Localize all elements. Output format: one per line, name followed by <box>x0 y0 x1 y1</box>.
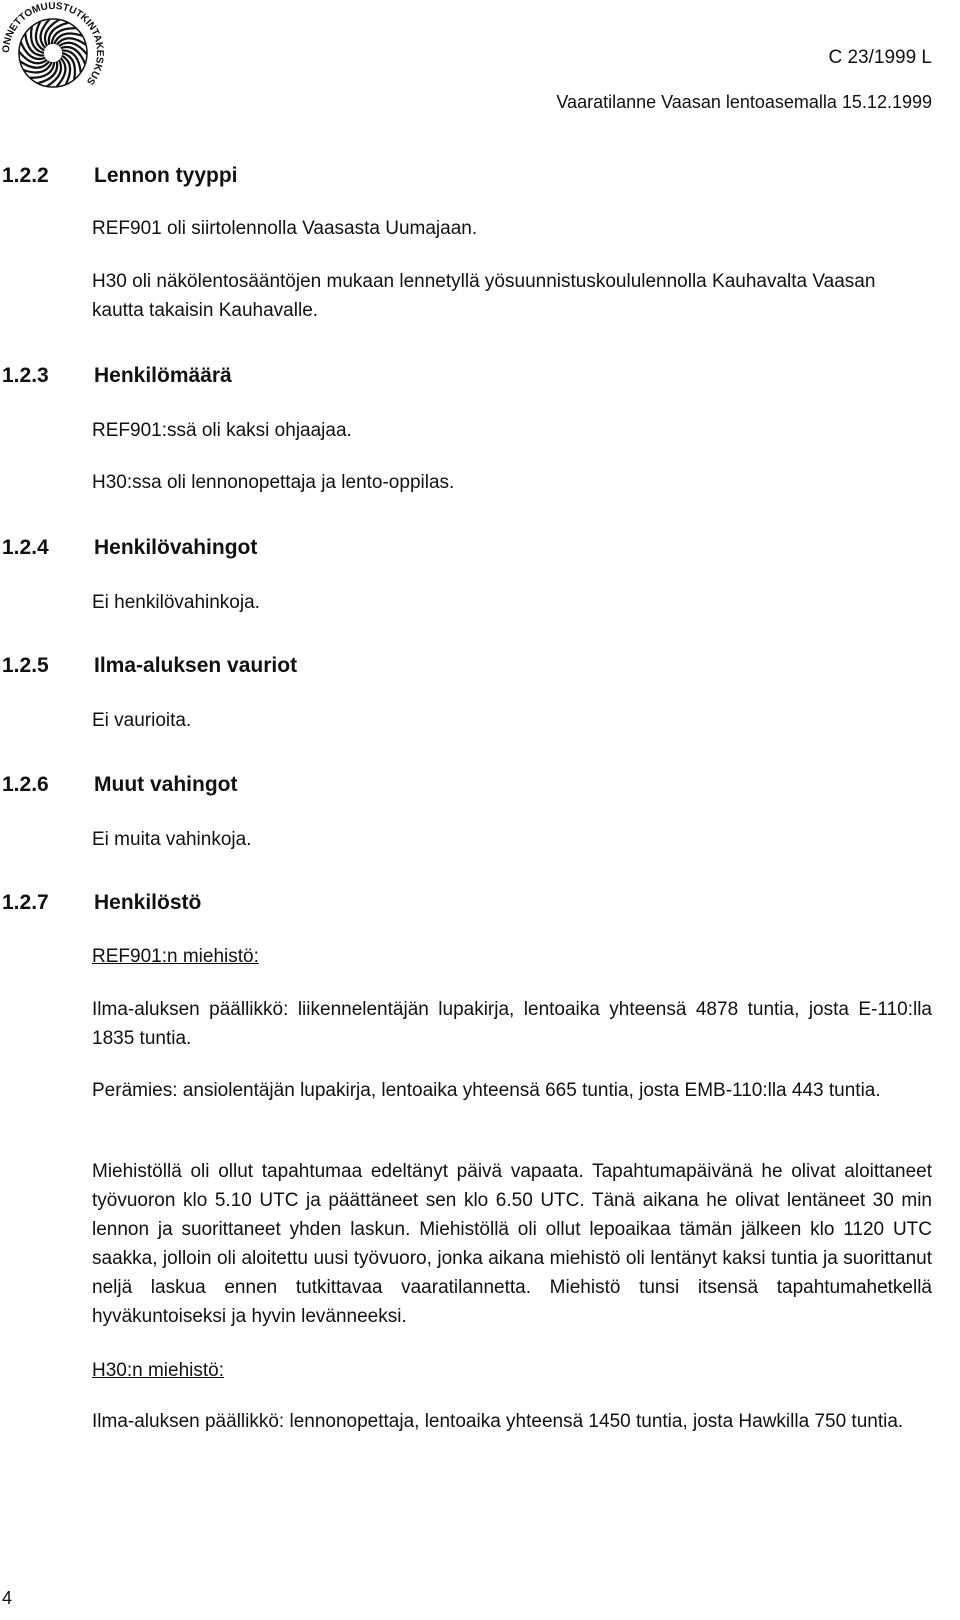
section-title: Henkilöstö <box>94 891 202 914</box>
seal-text: ONNETTOMUUSTUTKINTAKESKUS <box>0 0 106 87</box>
section-number: 1.2.4 <box>2 536 49 559</box>
section-heading-1-2-3 <box>0 363 232 389</box>
section-number: 1.2.5 <box>2 654 49 677</box>
paragraph: REF901:ssä oli kaksi ohjaajaa. <box>92 420 352 441</box>
section-number: 1.2.3 <box>2 364 49 387</box>
section-heading-1-2-4 <box>0 535 257 561</box>
section-number: 1.2.6 <box>2 773 49 796</box>
section-heading-1-2-6 <box>0 772 237 798</box>
paragraph: Perämies: ansiolentäjän lupakirja, lentoaika yhteensä 665 tuntia, josta EMB-110:lla 443 tuntia. <box>92 1080 881 1101</box>
section-number: 1.2.7 <box>2 891 49 914</box>
section-title: Ilma-aluksen vauriot <box>94 654 298 677</box>
paragraph: Ilma-aluksen päällikkö: lennonopettaja, lentoaika yhteensä 1450 tuntia, josta Hawkilla 750 tuntia. <box>92 1411 904 1432</box>
crew-subheading-ref901: REF901:n miehistö: <box>92 946 259 967</box>
section-heading-1-2-5 <box>0 653 297 679</box>
section-number: 1.2.2 <box>2 164 49 187</box>
paragraph: Miehistöllä oli ollut tapahtumaa edeltänyt päivä vapaata. Tapahtumapäivänä he olivat aloittaneet työvuoron klo 5.10 UTC ja päättäneet sen klo 6.50 UTC. Tänä aikana he olivat lentäneet 30 min lennon ja suorittaneet yhden laskun. Miehistöllä oli ollut lepoaikaa tämän jälkeen klo 1120 UTC saakka, jolloin oli aloitettu uusi työvuoro, jonka aikana miehistö oli lentänyt kaksi tuntia ja suorittanut neljä laskua ennen tutkittavaa vaaratilannetta. Miehistö tunsi itsensä tapahtumahetkellä hyväkuntoiseksi ja hyvin levänneeksi. <box>92 1161 932 1327</box>
organization-seal-logo <box>0 0 106 106</box>
section-title: Lennon tyyppi <box>94 164 238 187</box>
paragraph: H30 oli näkölentosääntöjen mukaan lennetyllä yösuunnistuskoululennolla Kauhavalta Vaasan kautta takaisin Kauhavalle. <box>92 271 876 321</box>
paragraph: H30:ssa oli lennonopettaja ja lento-oppilas. <box>92 472 455 493</box>
section-title: Henkilömäärä <box>94 364 232 387</box>
section-heading-1-2-2 <box>0 163 238 189</box>
document-code: C 23/1999 L <box>828 47 932 68</box>
paragraph: REF901 oli siirtolennolla Vaasasta Uumajaan. <box>92 218 478 239</box>
paragraph: Ei vaurioita. <box>92 710 192 731</box>
crew-subheading-h30: H30:n miehistö: <box>92 1360 225 1381</box>
paragraph: Ilma-aluksen päällikkö: liikennelentäjän lupakirja, lentoaika yhteensä 4878 tuntia, josta E-110:lla 1835 tuntia. <box>92 999 932 1049</box>
page-number: 4 <box>2 1588 13 1608</box>
section-title: Henkilövahingot <box>94 536 258 559</box>
paragraph: Ei henkilövahinkoja. <box>92 592 260 613</box>
section-title: Muut vahingot <box>94 773 238 796</box>
document-title: Vaaratilanne Vaasan lentoasemalla 15.12.1999 <box>556 92 932 112</box>
section-heading-1-2-7 <box>0 890 201 916</box>
paragraph: Ei muita vahinkoja. <box>92 829 252 850</box>
